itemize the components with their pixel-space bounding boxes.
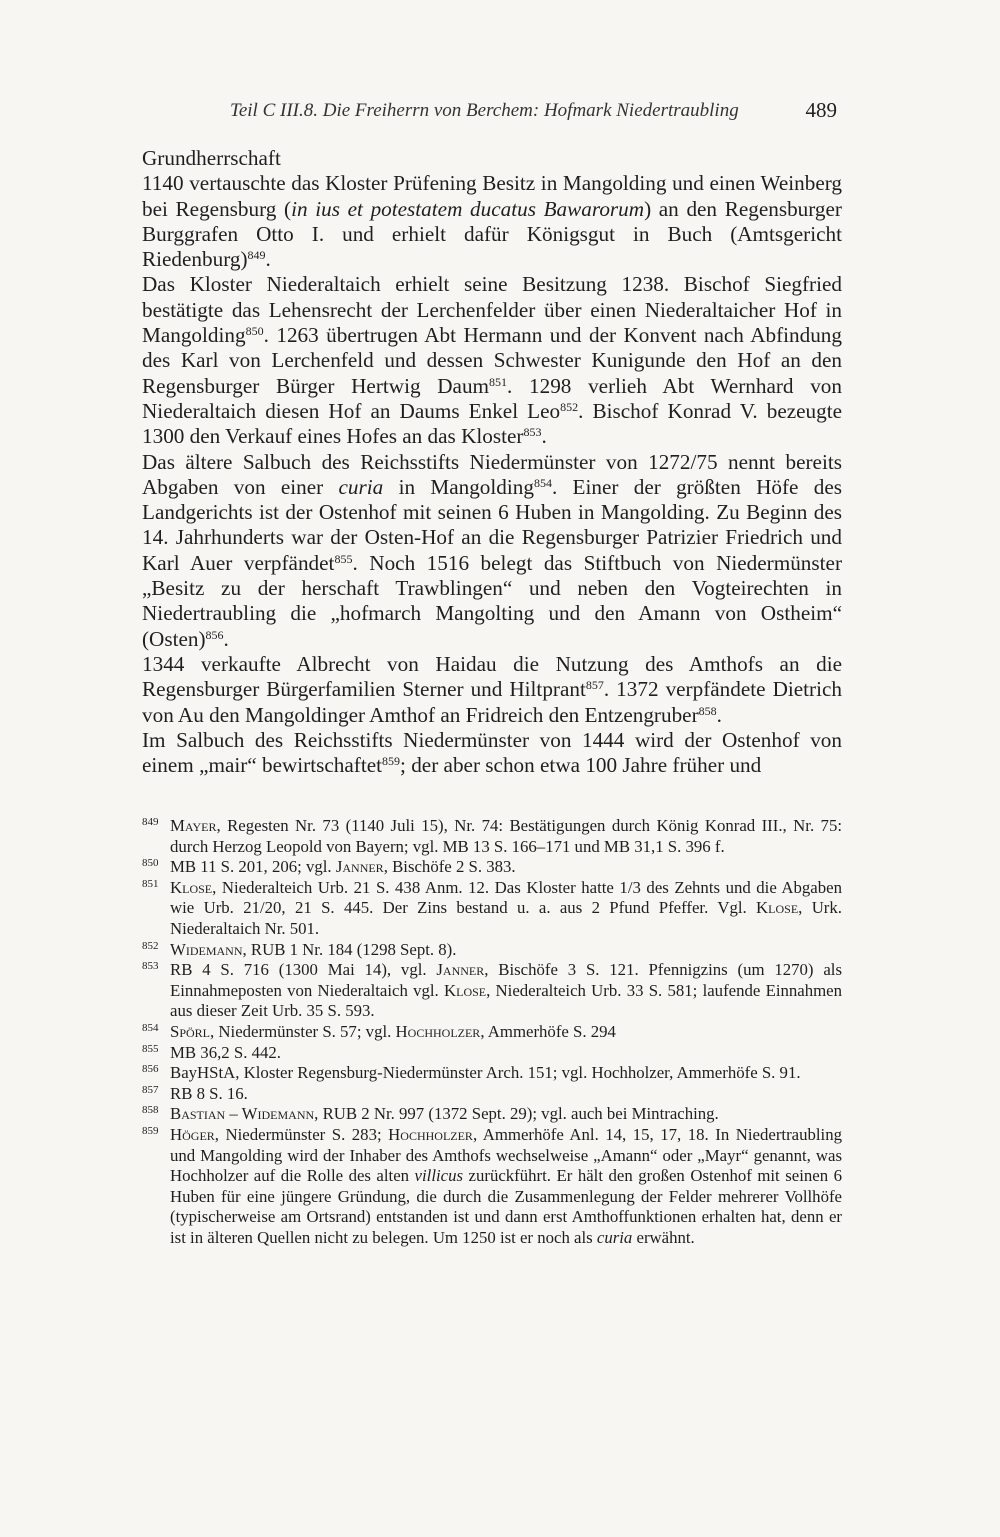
- text: , Ammerhöfe Anl. 14, 15, 17, 18. In Niedertraubling und Mangolding wird der Inhaber des Amthofs wechselweise „Amann“ oder „Mayr“ genannt, was Hochholzer auf die Rolle des alten: [170, 1124, 843, 1186]
- paragraph-5: [142, 728, 842, 779]
- text: , Ammerhöfe S. 294: [480, 1021, 616, 1041]
- text: zurückführt. Er hält den großen Ostenhof mit seinen 6 Huben für eine jüngere Gründung, die durch die Zusammenlegung der Felder mehrerer Vollhöfe (typischerweise am Ortsrand) entstanden ist und dann erst Amthoffunktionen erhalten hat, denn er ist in älteren Quellen nicht zu belegen. Um 1250 ist er noch als: [170, 1166, 842, 1247]
- footnote-856: [142, 1063, 842, 1084]
- footnote-number: 850: [142, 857, 159, 870]
- running-head: [142, 100, 837, 130]
- text: .: [223, 626, 229, 651]
- text: .: [541, 424, 547, 449]
- text: .: [716, 702, 722, 727]
- text: , Urk. Niederaltaich Nr. 501.: [170, 898, 842, 938]
- author-name: Höger: [170, 1124, 215, 1144]
- latin-term: curia: [596, 1227, 633, 1247]
- text: . 1298 verlieh Abt Wernhard von Niederaltaich diesen Hof an Daums Enkel Leo: [142, 373, 842, 423]
- text: ) an den Regensburger Burggrafen Otto I. und erhielt dafür Königsgut in Buch (Amtsgericht Riedenburg): [142, 196, 842, 272]
- text: , RUB 1 Nr. 184 (1298 Sept. 8).: [242, 939, 457, 959]
- footnote-852: [142, 940, 842, 961]
- text: .: [265, 247, 271, 272]
- text: , Regesten Nr. 73 (1140 Juli 15), Nr. 74: Bestätigungen durch König Konrad III., Nr. 75: durch Herzog Leopold von Bayern; vgl. MB 13 S. 166–171 und MB 31,1 S. 396 f.: [170, 816, 842, 856]
- footnote-849: [142, 816, 842, 857]
- text: 1344 verkaufte Albrecht von Haidau die Nutzung des Amthofs an die Regensburger Bürgerfamilien Sterner und Hiltprant: [142, 651, 842, 702]
- footnote-number: 854: [142, 1021, 159, 1034]
- text: MB 11 S. 201, 206; vgl.: [170, 857, 336, 877]
- footnote-ref-851[interactable]: 851: [489, 374, 508, 389]
- footnote-859: [142, 1125, 842, 1249]
- footnote-ref-854[interactable]: 854: [533, 475, 552, 490]
- text: Das ältere Salbuch des Reichsstifts Niedermünster von 1272/75 nennt bereits Abgaben von einer: [142, 449, 842, 499]
- footnote-ref-853[interactable]: 853: [523, 425, 542, 440]
- latin-term: villicus: [414, 1166, 464, 1186]
- text: , Bischöfe 2 S. 383.: [383, 857, 516, 877]
- footnote-ref-857[interactable]: 857: [585, 678, 604, 693]
- footnote-ref-859[interactable]: 859: [382, 754, 401, 769]
- text: , Niedermünster S. 283;: [214, 1124, 389, 1144]
- text: . Noch 1516 belegt das Stiftbuch von Niedermünster „Besitz zu der herschaft Trawblingen“ und neben den Vogteirechten in Niedertraubling die „hofmarch Mangolting und den Amann von Ostheim“ (Osten): [142, 550, 842, 651]
- author-name: Widemann: [170, 939, 243, 959]
- footnote-855: [142, 1043, 842, 1064]
- footnote-number: 859: [142, 1124, 159, 1137]
- footnote-number: 858: [142, 1104, 159, 1117]
- paragraph-3: [142, 450, 842, 652]
- main-text: [142, 146, 842, 778]
- footnote-ref-849[interactable]: 849: [247, 248, 266, 263]
- author-name: Bastian – Widemann: [170, 1104, 315, 1124]
- text: in Mangolding: [383, 474, 534, 499]
- footnote-851: [142, 878, 842, 940]
- paragraph-4: [142, 652, 842, 728]
- running-head-title: Teil C III.8. Die Freiherrn von Berchem: Hofmark Niedertraubling: [230, 100, 739, 121]
- page-number: 489: [805, 98, 837, 122]
- text: erwähnt.: [632, 1227, 695, 1247]
- footnote-ref-852[interactable]: 852: [560, 399, 579, 414]
- footnotes: [142, 816, 842, 1248]
- text: MB 36,2 S. 442.: [170, 1042, 281, 1062]
- text: , Niederalteich Urb. 33 S. 581; laufende Einnahmen aus dieser Zeit Urb. 35 S. 593.: [170, 980, 842, 1021]
- text: , Niederalteich Urb. 21 S. 438 Anm. 12. Das Kloster hatte 1/3 des Zehnts und die Abgaben wie Urb. 21/20, 21 S. 445. Der Zins bestand u. a. aus 2 Pfund Pfeffer. Vgl.: [170, 877, 842, 918]
- author-name: Mayer: [170, 816, 217, 835]
- author-name: Klose: [444, 980, 487, 1000]
- latin-quote: in ius et potestatem ducatus Bawarorum: [291, 196, 645, 221]
- author-name: Janner: [436, 960, 485, 980]
- text: ; der aber schon etwa 100 Jahre früher und: [400, 753, 762, 778]
- section-heading: Grundherrschaft: [142, 146, 281, 170]
- text: Im Salbuch des Reichsstifts Niedermünster von 1444 wird der Ostenhof von einem „mair“ bewirtschaftet: [142, 727, 842, 778]
- footnote-858: [142, 1104, 842, 1125]
- text: . 1263 übertrugen Abt Hermann und der Konvent nach Abfindung des Karl von Lerchenfeld und dessen Schwester Kunigunde den Hof an den Regensburger Bürger Hertwig Daum: [142, 323, 842, 398]
- footnote-number: 852: [142, 939, 159, 952]
- footnote-number: 857: [142, 1083, 159, 1096]
- text: , Bischöfe 3 S. 121. Pfennigzins (um 1270) als Einnahmeposten von Niederaltaich vgl.: [170, 960, 842, 1000]
- text: , RUB 2 Nr. 997 (1372 Sept. 29); vgl. auch bei Mintraching.: [314, 1104, 719, 1124]
- footnote-854: [142, 1022, 842, 1043]
- latin-term: curia: [338, 474, 384, 499]
- text: . Einer der größten Höfe des Landgerichts ist der Ostenhof mit seinen 6 Huben in Mangolding. Zu Beginn des 14. Jahrhunderts war der Osten-Hof an die Regensburger Patrizier Friedrich und Karl Auer verpfändet: [142, 474, 843, 575]
- text: RB 4 S. 716 (1300 Mai 14), vgl.: [170, 960, 437, 980]
- text: Das Kloster Niederaltaich erhielt seine Besitzung 1238. Bischof Siegfried bestätigte das Lehensrecht der Lerchenfelder über einen Niederaltaicher Hof in Mangolding: [142, 272, 842, 348]
- text: . 1372 verpfändete Dietrich von Au den Mangoldinger Amthof an Fridreich den Entzengruber: [142, 677, 842, 727]
- footnote-number: 849: [142, 816, 159, 828]
- paragraph-1: [142, 171, 842, 272]
- footnote-ref-856[interactable]: 856: [205, 627, 224, 642]
- footnote-ref-858[interactable]: 858: [698, 703, 717, 718]
- footnote-850: [142, 857, 842, 878]
- author-name: Hochholzer: [395, 1021, 481, 1041]
- footnote-number: 856: [142, 1063, 159, 1076]
- footnote-number: 855: [142, 1042, 159, 1055]
- paragraph-2: [142, 272, 842, 449]
- text: . Bischof Konrad V. bezeugte 1300 den Verkauf eines Hofes an das Kloster: [142, 398, 843, 449]
- footnote-853: [142, 960, 842, 1022]
- footnote-ref-855[interactable]: 855: [334, 551, 353, 566]
- author-name: Janner: [335, 857, 384, 877]
- footnote-ref-850[interactable]: 850: [245, 324, 264, 339]
- author-name: Hochholzer: [388, 1124, 473, 1144]
- text: BayHStA, Kloster Regensburg-Niedermünster Arch. 151; vgl. Hochholzer, Ammerhöfe S. 91.: [170, 1063, 801, 1083]
- author-name: Klose: [170, 877, 213, 897]
- footnote-number: 853: [142, 960, 159, 973]
- footnote-number: 851: [142, 877, 159, 890]
- footnote-857: [142, 1084, 842, 1105]
- text: , Niedermünster S. 57; vgl.: [210, 1021, 396, 1041]
- text: 1140 vertauschte das Kloster Prüfening Besitz in Mangolding und einen Weinberg bei Regensburg (: [142, 171, 842, 221]
- text: RB 8 S. 16.: [170, 1083, 248, 1103]
- author-name: Spörl: [170, 1021, 211, 1041]
- author-name: Klose: [756, 898, 799, 918]
